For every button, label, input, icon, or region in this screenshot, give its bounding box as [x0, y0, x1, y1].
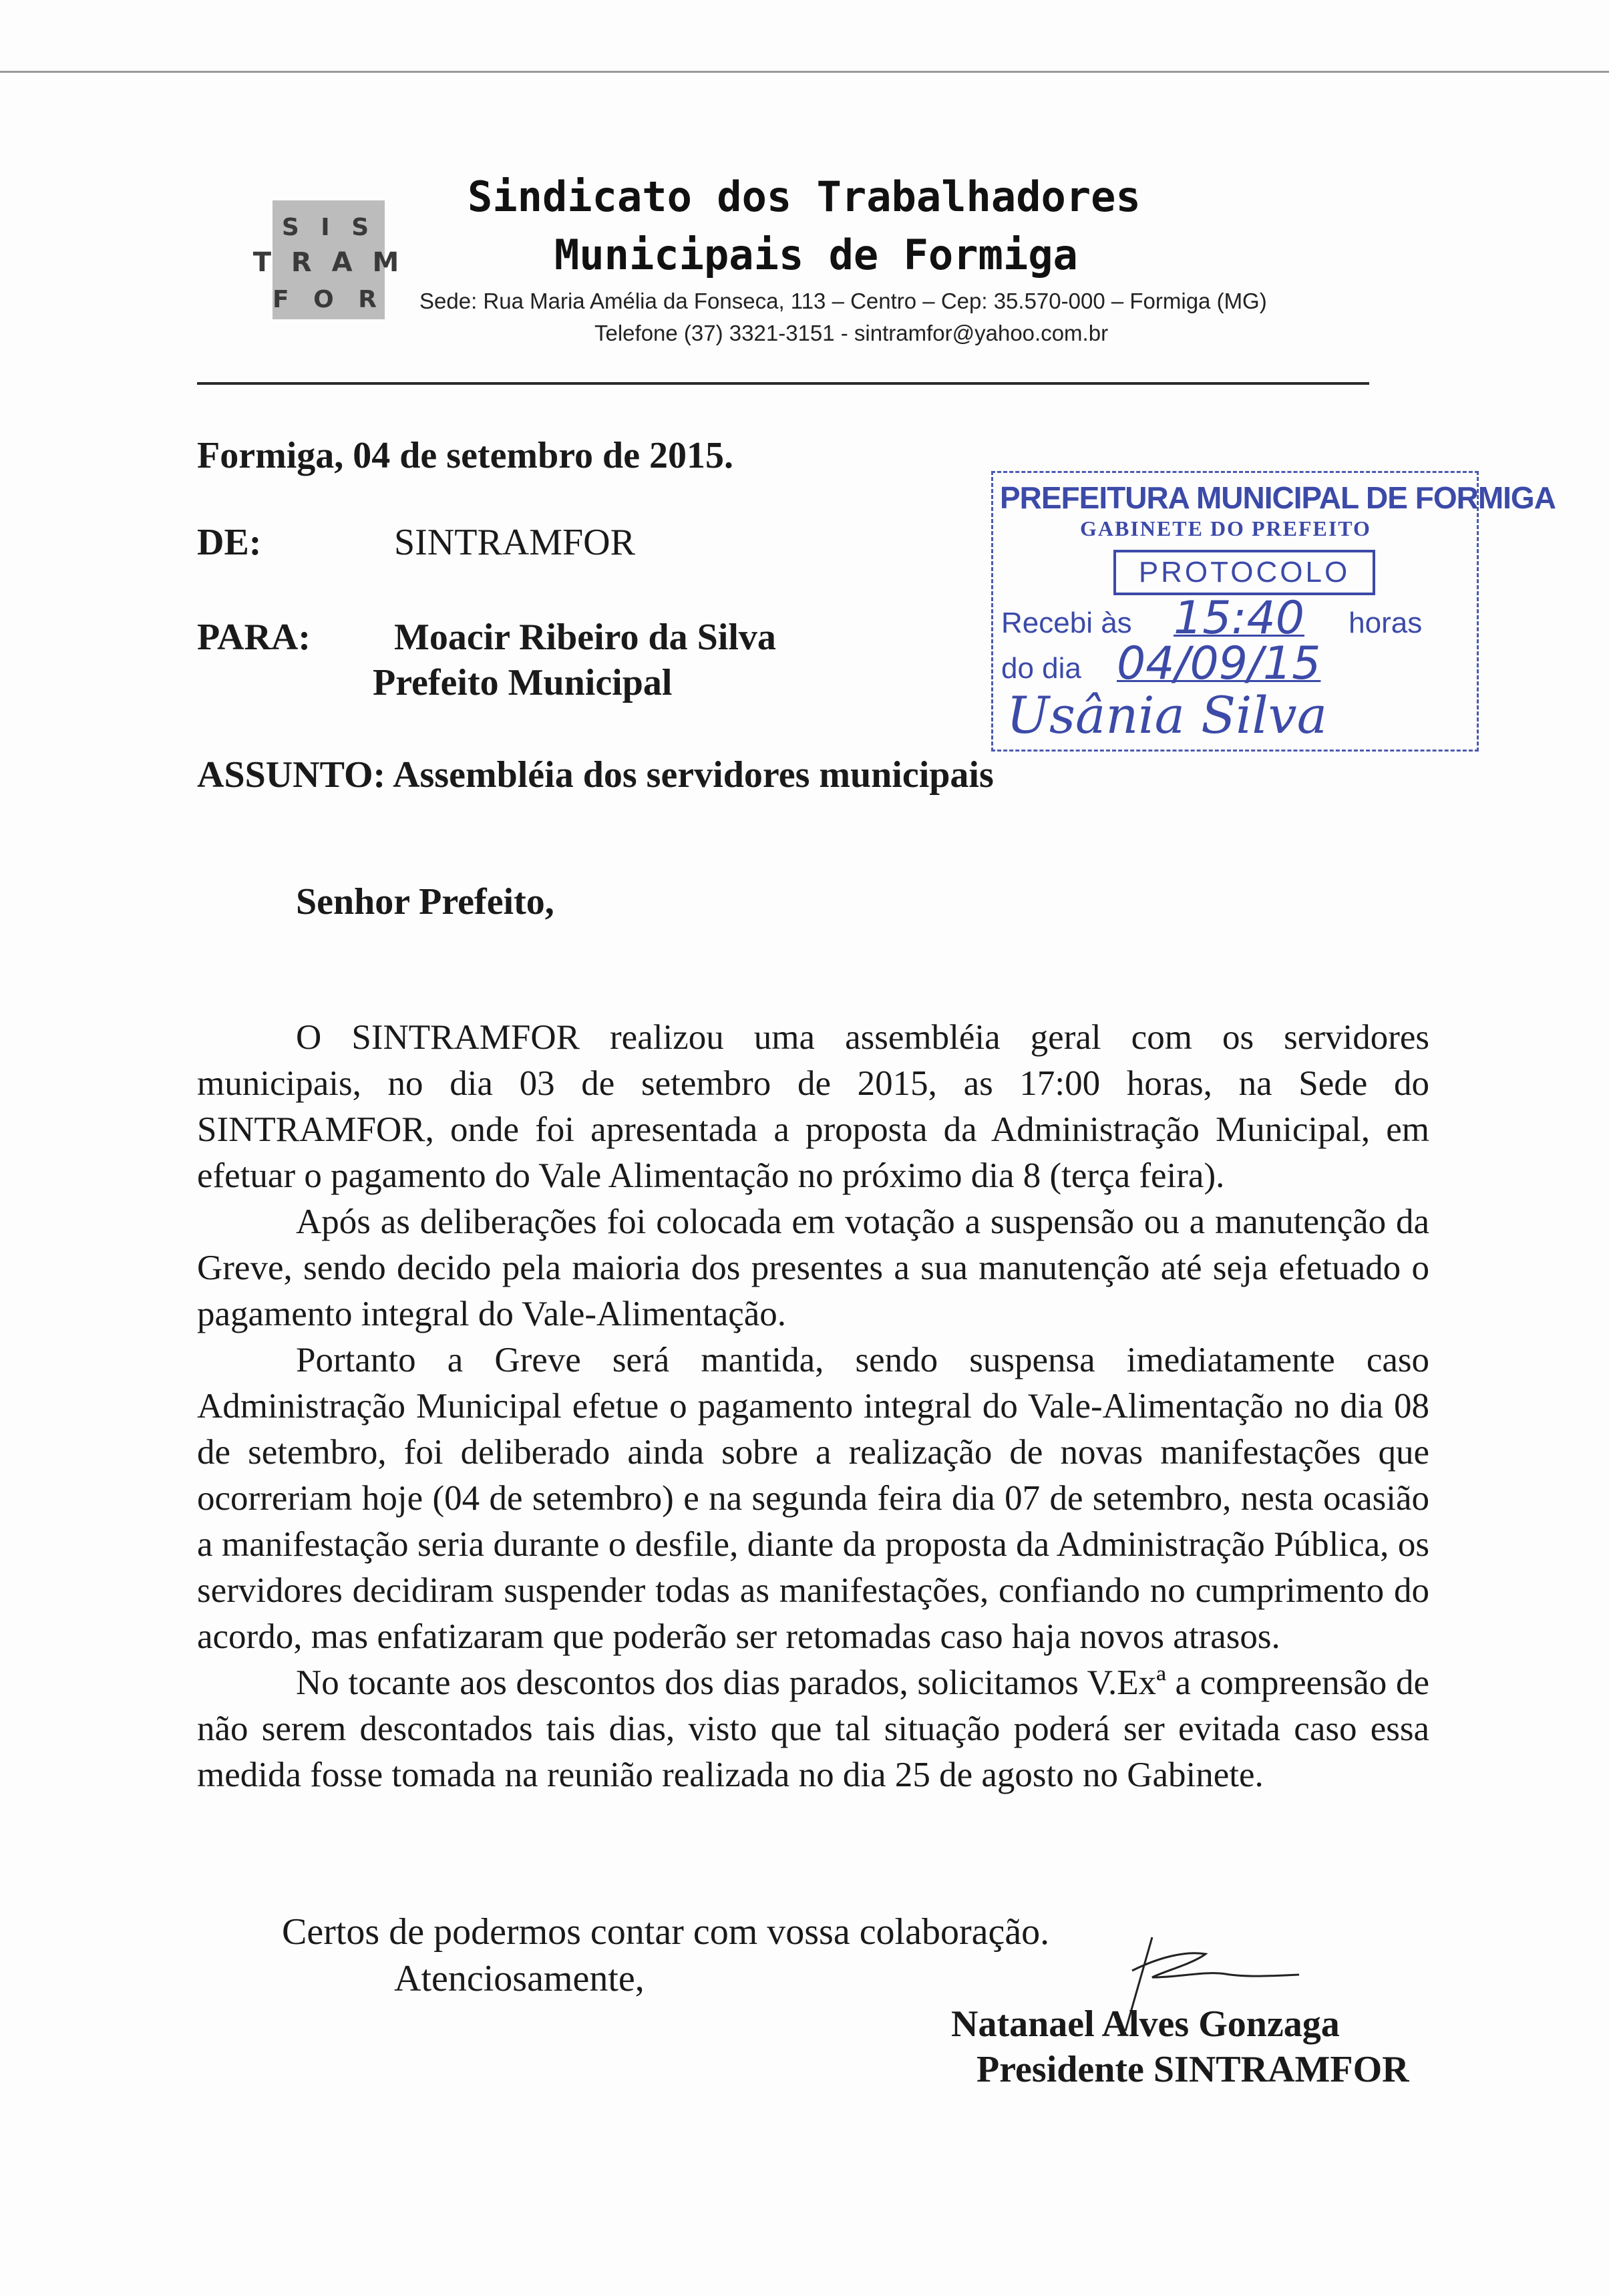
- letter-body: [197, 1015, 1429, 1798]
- to-title: Prefeito Municipal: [373, 662, 673, 703]
- stamp-day-prefix: do dia: [1001, 652, 1081, 685]
- org-contact: Telefone (37) 3321-3151 - sintramfor@yahoo.com.br: [594, 321, 1109, 345]
- salutation: Senhor Prefeito,: [296, 881, 554, 923]
- sintramfor-logo-graphic: [252, 200, 405, 319]
- logo-row-1: S I S: [281, 214, 376, 241]
- protocol-stamp: [991, 471, 1556, 752]
- subject-line: ASSUNTO: Assembléia dos servidores municipais: [197, 754, 994, 796]
- body-paragraph-4: No tocante aos descontos dos dias parados, solicitamos V.Exª a compreensão de não serem descontados tais dias, visto que tal situação poderá ser evitada caso essa medida fosse tomada na reunião realizada no dia 25 de agosto no Gabinete.: [197, 1663, 1429, 1794]
- org-name-line-1: Sindicato dos Trabalhadores: [468, 172, 1141, 221]
- date-line: Formiga, 04 de setembro de 2015.: [197, 435, 734, 476]
- to-name: Moacir Ribeiro da Silva: [394, 617, 776, 658]
- logo-row-3: F O R: [273, 286, 385, 313]
- from-label: DE:: [197, 522, 262, 563]
- sintramfor-logo: [252, 200, 405, 319]
- body-paragraph-1: O SINTRAMFOR realizou uma assembléia geral com os servidores municipais, no dia 03 de setembro de 2015, as 17:00 horas, na Sede do SINTRAMFOR, onde foi apresentada a proposta da Administração Municipal, em efetuar o pagamento do Vale Alimentação no próximo dia 8 (terça feira).: [197, 1018, 1429, 1195]
- stamp-handwritten-time: 15:40: [1174, 592, 1304, 645]
- stamp-gabinete: GABINETE DO PREFEITO: [1080, 516, 1371, 540]
- stamp-received-suffix: horas: [1349, 607, 1423, 639]
- stamp-received-prefix: Recebi às: [1001, 607, 1132, 639]
- closing-line: Certos de podermos contar com vossa colaboração.: [282, 1911, 1050, 1953]
- org-name-line-2: Municipais de Formiga: [554, 230, 1078, 279]
- signer-name: Natanael Alves Gonzaga: [951, 2003, 1340, 2045]
- logo-row-2: T R A M: [252, 247, 405, 278]
- signer-title: Presidente SINTRAMFOR: [976, 2049, 1409, 2090]
- body-paragraph-2: Após as deliberações foi colocada em votação a suspensão ou a manutenção da Greve, sendo decido pela maioria dos presentes a sua manutenção até seja efetuado o pagamento integral do Vale-Alimentação.: [197, 1202, 1429, 1333]
- org-address: Sede: Rua Maria Amélia da Fonseca, 113 – Centro – Cep: 35.570-000 – Formiga (MG): [419, 289, 1267, 313]
- regards-line: Atenciosamente,: [394, 1958, 645, 1999]
- stamp-protocolo-box: PROTOCOLO: [1113, 550, 1375, 595]
- body-paragraph-3: Portanto a Greve será mantida, sendo suspensa imediatamente caso Administração Municipal efetue o pagamento integral do Vale-Alimentação no dia 08 de setembro, foi deliberado ainda sobre a realização de novas manifestações que ocorreriam hoje (04 de setembro) e na segunda feira dia 07 de setembro, nesta ocasião a manifestação seria durante o desfile, diante da proposta da Administração Pública, os servidores decidiram suspender todas as manifestações, confiando no cumprimento do acordo, mas enfatizaram que poderão ser retomadas caso haja novos atrasos.: [197, 1341, 1429, 1656]
- stamp-handwritten-signature: Usânia Silva: [1007, 685, 1328, 745]
- stamp-handwritten-date: 04/09/15: [1117, 637, 1321, 690]
- top-edge-rule: [0, 71, 1609, 73]
- from-value: SINTRAMFOR: [394, 522, 635, 563]
- to-label: PARA:: [197, 617, 311, 658]
- stamp-prefeitura: PREFEITURA MUNICIPAL DE FORMIGA: [1000, 480, 1556, 515]
- header-divider: [197, 382, 1369, 385]
